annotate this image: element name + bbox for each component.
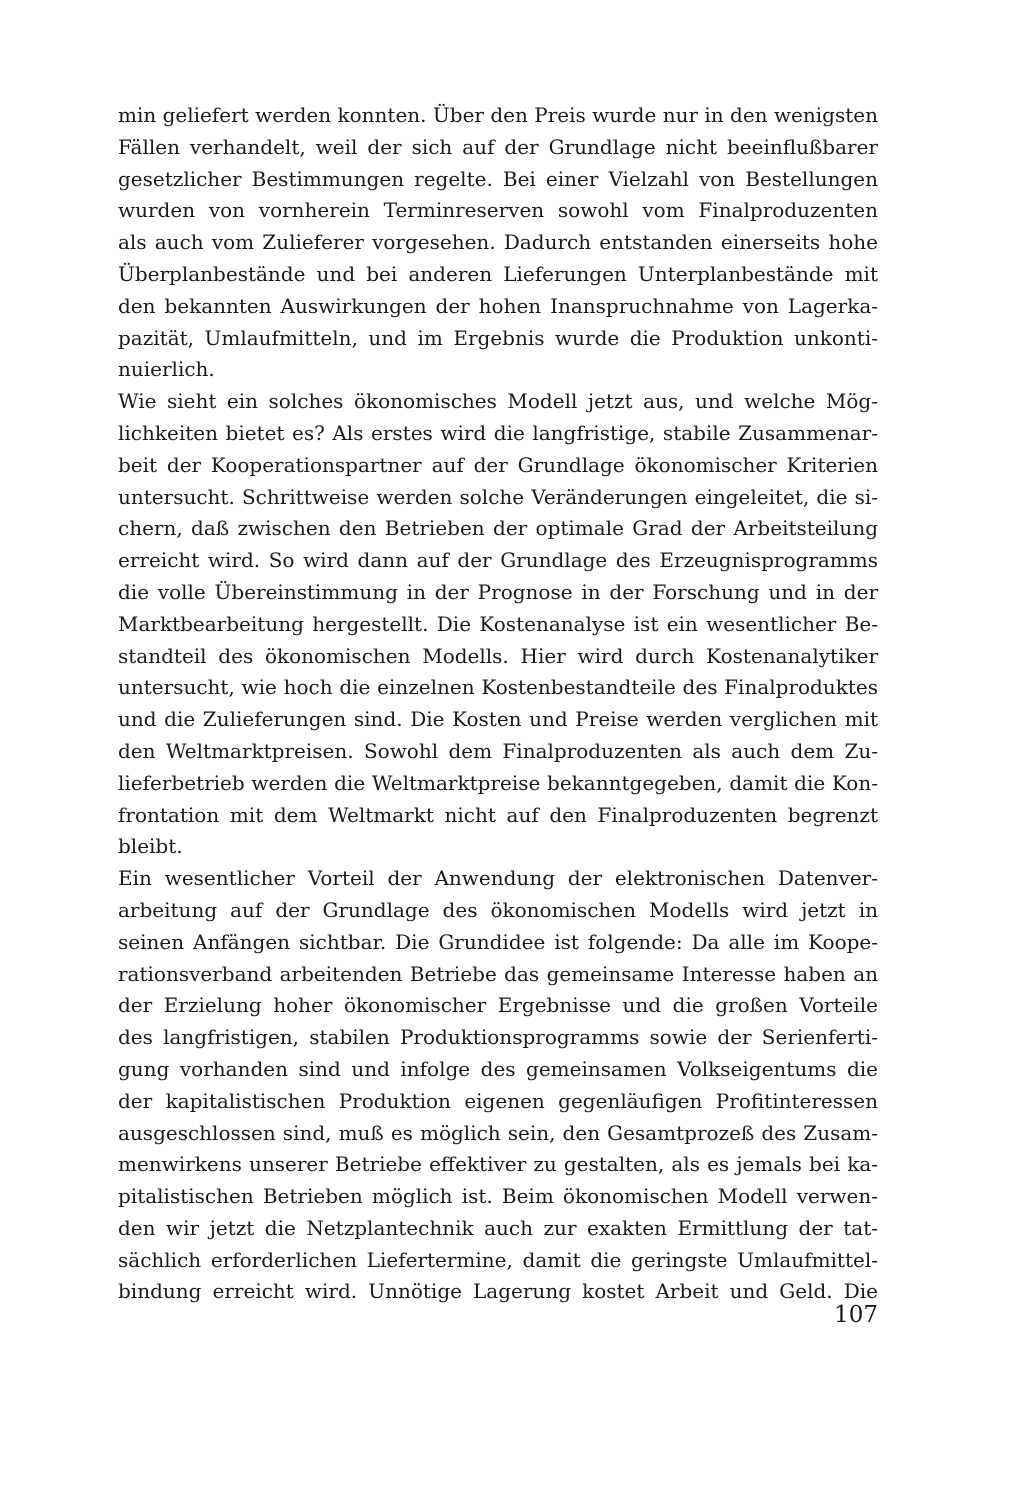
text-line: den bekannten Auswirkungen der hohen Inanspruchnahme von Lagerka- [118,293,878,318]
text-line: erreicht wird. So wird dann auf der Grundlage des Erzeugnisprogramms [118,548,878,573]
text-line: den Weltmarktpreisen. Sowohl dem Finalproduzenten als auch dem Zu- [118,738,878,763]
text-line: des langfristigen, stabilen Produktionsprogramms sowie der Serienferti- [118,1025,878,1050]
text-line: und die Zulieferungen sind. Die Kosten und Preise werden verglichen mit [118,707,878,732]
text-line: untersucht. Schrittweise werden solche Veränderungen eingeleitet, die si- [118,484,878,509]
text-line: beit der Kooperationspartner auf der Grundlage ökonomischer Kriterien [118,452,878,477]
text-line: untersucht, wie hoch die einzelnen Kostenbestandteile des Finalproduktes [118,675,878,700]
text-line: Überplanbestände und bei anderen Lieferungen Unterplanbestände mit [118,261,878,286]
text-line: seinen Anfängen sichtbar. Die Grundidee ist folgende: Da alle im Koope- [118,929,878,954]
text-line: gung vorhanden sind und infolge des gemeinsamen Volkseigentums die [118,1056,878,1081]
text-line: lichkeiten bietet es? Als erstes wird die langfristige, stabile Zusammenar- [118,420,878,445]
text-line: gesetzlicher Bestimmungen regelte. Bei einer Vielzahl von Bestellungen [118,166,878,191]
text-line: min geliefert werden konnten. Über den Preis wurde nur in den wenigsten [118,103,878,127]
text-line: frontation mit dem Weltmarkt nicht auf den Finalproduzenten begrenzt [118,802,878,827]
body-text [118,100,878,1308]
text-line: als auch vom Zulieferer vorgesehen. Dadurch entstanden einerseits hohe [118,230,878,255]
text-line: ausgeschlossen sind, muß es möglich sein, den Gesamtprozeß des Zusam- [118,1120,878,1145]
page-number: 107 [834,1302,878,1328]
text-line: bindung erreicht wird. Unnötige Lagerung kostet Arbeit und Geld. Die [118,1279,878,1304]
text-line: nuierlich. [118,357,215,382]
text-line: chern, daß zwischen den Betrieben der optimale Grad der Arbeitsteilung [118,516,878,541]
text-line: pitalistischen Betrieben möglich ist. Beim ökonomischen Modell verwen- [118,1184,878,1209]
text-line: Wie sieht ein solches ökonomisches Modell jetzt aus, und welche Mög- [118,389,878,414]
text-line: bleibt. [118,834,183,859]
text-line: pazität, Umlaufmitteln, und im Ergebnis wurde die Produktion unkonti- [118,325,878,350]
text-line: lieferbetrieb werden die Weltmarktpreise bekanntgegeben, damit die Kon- [118,770,878,795]
text-line: standteil des ökonomischen Modells. Hier wird durch Kostenanalytiker [118,643,878,668]
text-line: sächlich erforderlichen Liefertermine, damit die geringste Umlaufmittel- [118,1247,878,1272]
text-line: die volle Übereinstimmung in der Prognose in der Forschung und in der [118,579,878,604]
text-line: menwirkens unserer Betriebe effektiver zu gestalten, als es jemals bei ka- [118,1152,878,1177]
text-line: Marktbearbeitung hergestellt. Die Kostenanalyse ist ein wesentlicher Be- [118,611,878,636]
text-line: Ein wesentlicher Vorteil der Anwendung der elektronischen Datenver- [118,866,878,891]
text-line: wurden von vornherein Terminreserven sowohl vom Finalproduzenten [118,198,878,223]
text-line: der Erzielung hoher ökonomischer Ergebnisse und die großen Vorteile [118,993,878,1018]
text-line: den wir jetzt die Netzplantechnik auch zur exakten Ermittlung der tat- [118,1215,878,1240]
text-line: Fällen verhandelt, weil der sich auf der Grundlage nicht beeinflußbarer [118,134,878,159]
text-line: der kapitalistischen Produktion eigenen gegenläufigen Profitinteressen [118,1088,878,1113]
text-line: arbeitung auf der Grundlage des ökonomischen Modells wird jetzt in [118,897,878,922]
text-line: rationsverband arbeitenden Betriebe das gemeinsame Interesse haben an [118,961,878,986]
